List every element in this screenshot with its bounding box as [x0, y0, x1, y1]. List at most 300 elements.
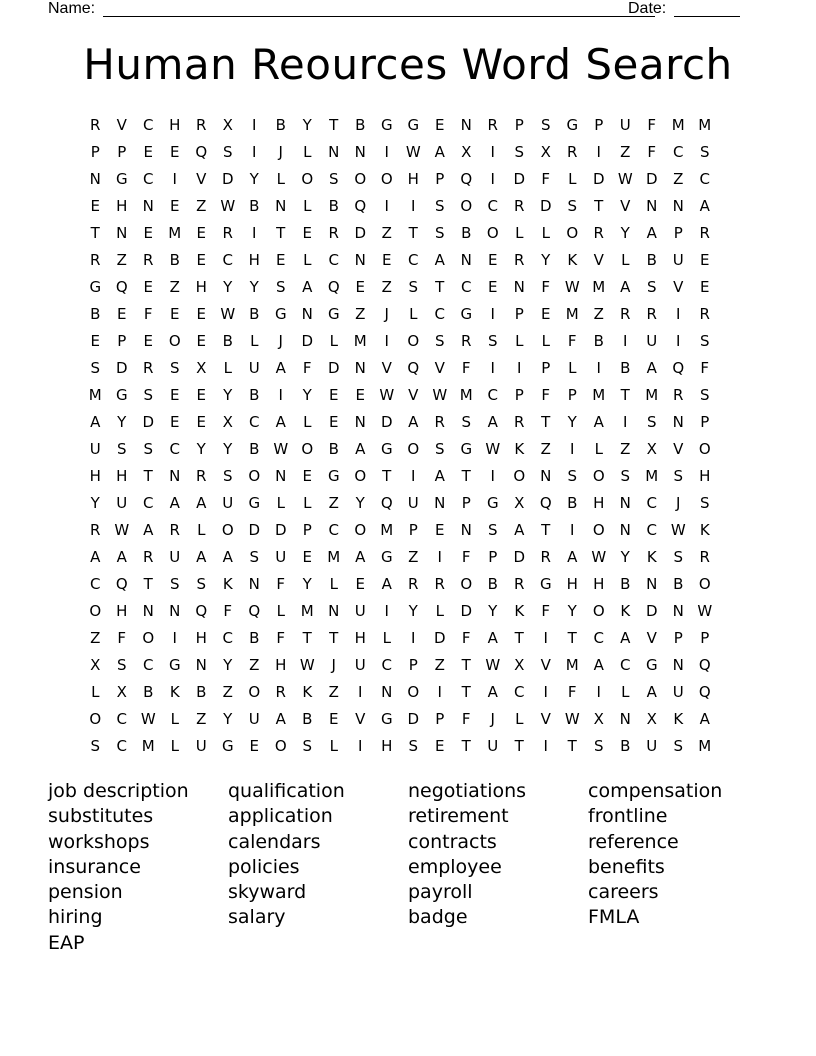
- grid-cell[interactable]: C: [646, 520, 657, 539]
- grid-cell[interactable]: P: [514, 385, 524, 404]
- grid-cell[interactable]: L: [594, 439, 603, 458]
- grid-cell[interactable]: S: [408, 277, 419, 296]
- grid-cell[interactable]: O: [698, 574, 711, 593]
- grid-cell[interactable]: R: [328, 223, 339, 242]
- grid-cell[interactable]: E: [435, 736, 445, 755]
- grid-cell[interactable]: E: [329, 385, 339, 404]
- grid-cell[interactable]: S: [620, 466, 631, 485]
- grid-cell[interactable]: U: [275, 547, 287, 566]
- grid-cell[interactable]: Y: [249, 277, 259, 296]
- grid-cell[interactable]: J: [384, 304, 389, 323]
- grid-cell[interactable]: S: [116, 439, 127, 458]
- grid-cell[interactable]: T: [514, 628, 524, 647]
- grid-cell[interactable]: K: [620, 601, 631, 620]
- grid-cell[interactable]: D: [513, 547, 526, 566]
- grid-cell[interactable]: B: [249, 385, 260, 404]
- grid-cell[interactable]: A: [699, 709, 710, 728]
- grid-cell[interactable]: N: [354, 412, 366, 431]
- grid-cell[interactable]: J: [490, 709, 495, 728]
- grid-cell[interactable]: N: [434, 493, 446, 512]
- grid-cell[interactable]: R: [143, 250, 154, 269]
- grid-cell[interactable]: A: [90, 412, 101, 431]
- grid-cell[interactable]: B: [567, 493, 578, 512]
- grid-cell[interactable]: I: [172, 628, 177, 647]
- grid-cell[interactable]: I: [358, 736, 363, 755]
- grid-cell[interactable]: X: [646, 439, 657, 458]
- grid-cell[interactable]: Z: [222, 682, 233, 701]
- grid-cell[interactable]: I: [596, 358, 601, 377]
- grid-cell[interactable]: F: [223, 601, 233, 620]
- grid-cell[interactable]: D: [274, 520, 287, 539]
- grid-cell[interactable]: B: [673, 574, 684, 593]
- grid-cell[interactable]: N: [460, 115, 472, 134]
- grid-cell[interactable]: A: [116, 547, 127, 566]
- grid-cell[interactable]: O: [513, 466, 526, 485]
- grid-cell[interactable]: B: [275, 115, 286, 134]
- grid-cell[interactable]: N: [460, 250, 472, 269]
- grid-cell[interactable]: D: [645, 169, 658, 188]
- grid-cell[interactable]: L: [250, 331, 259, 350]
- grid-cell[interactable]: E: [302, 223, 312, 242]
- grid-cell[interactable]: E: [276, 250, 286, 269]
- grid-cell[interactable]: I: [411, 628, 416, 647]
- grid-cell[interactable]: P: [90, 142, 100, 161]
- grid-cell[interactable]: H: [381, 736, 393, 755]
- grid-cell[interactable]: S: [434, 196, 445, 215]
- grid-cell[interactable]: V: [355, 709, 366, 728]
- grid-cell[interactable]: S: [169, 358, 180, 377]
- grid-cell[interactable]: E: [700, 277, 710, 296]
- grid-cell[interactable]: S: [673, 736, 684, 755]
- grid-cell[interactable]: I: [172, 169, 177, 188]
- grid-cell[interactable]: O: [592, 601, 605, 620]
- grid-cell[interactable]: Y: [249, 169, 259, 188]
- grid-cell[interactable]: F: [567, 331, 577, 350]
- grid-cell[interactable]: N: [275, 196, 287, 215]
- grid-cell[interactable]: P: [117, 331, 127, 350]
- grid-cell[interactable]: M: [168, 223, 182, 242]
- grid-cell[interactable]: G: [566, 115, 579, 134]
- grid-cell[interactable]: S: [249, 547, 260, 566]
- grid-cell[interactable]: W: [564, 277, 580, 296]
- grid-cell[interactable]: Y: [302, 574, 312, 593]
- grid-cell[interactable]: O: [407, 682, 420, 701]
- grid-cell[interactable]: S: [646, 412, 657, 431]
- grid-cell[interactable]: I: [437, 547, 442, 566]
- grid-cell[interactable]: A: [434, 466, 445, 485]
- grid-cell[interactable]: X: [116, 682, 127, 701]
- grid-cell[interactable]: E: [143, 331, 153, 350]
- grid-cell[interactable]: R: [90, 115, 101, 134]
- grid-cell[interactable]: B: [249, 628, 260, 647]
- grid-cell[interactable]: R: [143, 547, 154, 566]
- grid-cell[interactable]: Z: [169, 277, 180, 296]
- name-blank-line[interactable]: [103, 16, 655, 17]
- grid-cell[interactable]: Q: [115, 574, 128, 593]
- grid-cell[interactable]: R: [90, 250, 101, 269]
- grid-cell[interactable]: R: [593, 223, 604, 242]
- grid-cell[interactable]: I: [676, 304, 681, 323]
- grid-cell[interactable]: R: [540, 547, 551, 566]
- grid-cell[interactable]: X: [514, 493, 525, 512]
- grid-cell[interactable]: O: [460, 196, 473, 215]
- grid-cell[interactable]: K: [169, 682, 180, 701]
- grid-cell[interactable]: C: [116, 709, 127, 728]
- grid-cell[interactable]: C: [646, 493, 657, 512]
- grid-cell[interactable]: R: [514, 574, 525, 593]
- grid-cell[interactable]: W: [432, 385, 448, 404]
- grid-cell[interactable]: Q: [407, 358, 420, 377]
- grid-cell[interactable]: R: [699, 304, 710, 323]
- grid-cell[interactable]: F: [567, 682, 577, 701]
- grid-cell[interactable]: I: [623, 331, 628, 350]
- grid-cell[interactable]: N: [381, 682, 393, 701]
- grid-cell[interactable]: G: [380, 439, 393, 458]
- grid-cell[interactable]: K: [673, 709, 684, 728]
- grid-cell[interactable]: L: [621, 250, 630, 269]
- grid-cell[interactable]: F: [461, 358, 471, 377]
- grid-cell[interactable]: V: [646, 628, 657, 647]
- grid-cell[interactable]: X: [514, 655, 525, 674]
- grid-cell[interactable]: C: [143, 493, 154, 512]
- grid-cell[interactable]: D: [142, 412, 155, 431]
- grid-cell[interactable]: Q: [195, 142, 208, 161]
- grid-cell[interactable]: M: [459, 385, 473, 404]
- grid-cell[interactable]: V: [540, 655, 551, 674]
- grid-cell[interactable]: Q: [672, 358, 685, 377]
- grid-cell[interactable]: L: [329, 574, 338, 593]
- grid-cell[interactable]: I: [596, 682, 601, 701]
- grid-cell[interactable]: P: [567, 385, 577, 404]
- grid-cell[interactable]: C: [408, 250, 419, 269]
- grid-cell[interactable]: A: [487, 412, 498, 431]
- date-blank-line[interactable]: [674, 16, 740, 17]
- grid-cell[interactable]: Q: [248, 601, 261, 620]
- grid-cell[interactable]: Z: [381, 277, 392, 296]
- grid-cell[interactable]: W: [140, 709, 156, 728]
- grid-cell[interactable]: N: [672, 412, 684, 431]
- grid-cell[interactable]: S: [699, 142, 710, 161]
- grid-cell[interactable]: S: [275, 277, 286, 296]
- grid-cell[interactable]: B: [90, 304, 101, 323]
- grid-cell[interactable]: I: [570, 439, 575, 458]
- grid-cell[interactable]: G: [645, 655, 658, 674]
- grid-cell[interactable]: E: [302, 547, 312, 566]
- grid-cell[interactable]: A: [487, 682, 498, 701]
- grid-cell[interactable]: P: [488, 547, 498, 566]
- grid-cell[interactable]: C: [514, 682, 525, 701]
- grid-cell[interactable]: N: [195, 655, 207, 674]
- grid-cell[interactable]: R: [514, 250, 525, 269]
- grid-cell[interactable]: H: [116, 466, 128, 485]
- grid-cell[interactable]: N: [301, 304, 313, 323]
- grid-cell[interactable]: R: [434, 412, 445, 431]
- grid-cell[interactable]: T: [620, 385, 630, 404]
- grid-cell[interactable]: O: [407, 439, 420, 458]
- grid-cell[interactable]: B: [620, 574, 631, 593]
- grid-cell[interactable]: E: [488, 250, 498, 269]
- grid-cell[interactable]: S: [593, 736, 604, 755]
- grid-cell[interactable]: O: [168, 331, 181, 350]
- grid-cell[interactable]: A: [646, 223, 657, 242]
- grid-cell[interactable]: Y: [541, 250, 551, 269]
- grid-cell[interactable]: L: [435, 601, 444, 620]
- grid-cell[interactable]: Y: [620, 547, 630, 566]
- grid-cell[interactable]: D: [380, 412, 393, 431]
- grid-cell[interactable]: G: [380, 115, 393, 134]
- grid-cell[interactable]: L: [303, 142, 312, 161]
- grid-cell[interactable]: N: [248, 574, 260, 593]
- grid-cell[interactable]: M: [698, 115, 712, 134]
- grid-cell[interactable]: S: [434, 223, 445, 242]
- grid-cell[interactable]: U: [195, 736, 207, 755]
- grid-cell[interactable]: C: [328, 520, 339, 539]
- grid-cell[interactable]: H: [593, 574, 605, 593]
- grid-cell[interactable]: X: [461, 142, 472, 161]
- grid-cell[interactable]: B: [487, 574, 498, 593]
- grid-cell[interactable]: D: [407, 709, 420, 728]
- grid-cell[interactable]: R: [620, 304, 631, 323]
- grid-cell[interactable]: D: [115, 358, 128, 377]
- grid-cell[interactable]: Z: [249, 655, 260, 674]
- grid-cell[interactable]: L: [276, 493, 285, 512]
- grid-cell[interactable]: P: [408, 520, 418, 539]
- grid-cell[interactable]: H: [593, 493, 605, 512]
- grid-cell[interactable]: J: [278, 331, 283, 350]
- grid-cell[interactable]: E: [382, 250, 392, 269]
- grid-cell[interactable]: B: [355, 115, 366, 134]
- grid-cell[interactable]: U: [619, 115, 631, 134]
- grid-cell[interactable]: A: [699, 196, 710, 215]
- grid-cell[interactable]: E: [170, 385, 180, 404]
- grid-cell[interactable]: E: [435, 115, 445, 134]
- grid-cell[interactable]: K: [222, 574, 233, 593]
- grid-cell[interactable]: O: [592, 466, 605, 485]
- grid-cell[interactable]: Y: [620, 223, 630, 242]
- grid-cell[interactable]: F: [647, 115, 657, 134]
- grid-cell[interactable]: W: [617, 169, 633, 188]
- grid-cell[interactable]: Q: [115, 277, 128, 296]
- grid-cell[interactable]: K: [514, 439, 525, 458]
- grid-cell[interactable]: I: [252, 115, 257, 134]
- grid-cell[interactable]: S: [408, 736, 419, 755]
- grid-cell[interactable]: B: [302, 709, 313, 728]
- grid-cell[interactable]: S: [673, 466, 684, 485]
- grid-cell[interactable]: R: [90, 520, 101, 539]
- grid-cell[interactable]: Y: [223, 385, 233, 404]
- grid-cell[interactable]: E: [196, 412, 206, 431]
- grid-cell[interactable]: L: [170, 709, 179, 728]
- grid-cell[interactable]: U: [248, 358, 260, 377]
- grid-cell[interactable]: L: [303, 493, 312, 512]
- grid-cell[interactable]: F: [117, 628, 127, 647]
- grid-cell[interactable]: T: [567, 736, 577, 755]
- grid-cell[interactable]: O: [301, 439, 314, 458]
- grid-cell[interactable]: T: [408, 223, 418, 242]
- grid-cell[interactable]: A: [169, 493, 180, 512]
- grid-cell[interactable]: S: [699, 493, 710, 512]
- grid-cell[interactable]: C: [487, 196, 498, 215]
- grid-cell[interactable]: W: [670, 520, 686, 539]
- grid-cell[interactable]: N: [672, 655, 684, 674]
- grid-cell[interactable]: N: [646, 574, 658, 593]
- grid-cell[interactable]: Z: [328, 493, 339, 512]
- grid-cell[interactable]: M: [380, 520, 394, 539]
- grid-cell[interactable]: U: [487, 736, 499, 755]
- grid-cell[interactable]: M: [300, 601, 314, 620]
- grid-cell[interactable]: G: [407, 115, 420, 134]
- grid-cell[interactable]: L: [329, 736, 338, 755]
- grid-cell[interactable]: Z: [673, 169, 684, 188]
- grid-cell[interactable]: A: [593, 412, 604, 431]
- grid-cell[interactable]: X: [222, 115, 233, 134]
- grid-cell[interactable]: U: [672, 250, 684, 269]
- grid-cell[interactable]: M: [592, 385, 606, 404]
- grid-cell[interactable]: C: [699, 169, 710, 188]
- grid-cell[interactable]: W: [591, 547, 607, 566]
- grid-cell[interactable]: D: [539, 196, 552, 215]
- grid-cell[interactable]: B: [593, 331, 604, 350]
- grid-cell[interactable]: R: [169, 520, 180, 539]
- grid-cell[interactable]: E: [700, 250, 710, 269]
- grid-cell[interactable]: M: [88, 385, 102, 404]
- grid-cell[interactable]: H: [354, 628, 366, 647]
- grid-cell[interactable]: I: [437, 682, 442, 701]
- grid-cell[interactable]: Q: [195, 601, 208, 620]
- grid-cell[interactable]: E: [196, 250, 206, 269]
- grid-cell[interactable]: A: [620, 628, 631, 647]
- grid-cell[interactable]: A: [434, 250, 445, 269]
- grid-cell[interactable]: Y: [223, 277, 233, 296]
- grid-cell[interactable]: Q: [380, 493, 393, 512]
- grid-cell[interactable]: X: [593, 709, 604, 728]
- grid-cell[interactable]: R: [673, 385, 684, 404]
- grid-cell[interactable]: I: [384, 331, 389, 350]
- grid-cell[interactable]: U: [169, 547, 181, 566]
- grid-cell[interactable]: S: [699, 331, 710, 350]
- grid-cell[interactable]: S: [434, 331, 445, 350]
- grid-cell[interactable]: C: [381, 655, 392, 674]
- grid-cell[interactable]: P: [700, 628, 710, 647]
- grid-cell[interactable]: B: [143, 682, 154, 701]
- grid-cell[interactable]: O: [380, 169, 393, 188]
- grid-cell[interactable]: S: [699, 385, 710, 404]
- grid-cell[interactable]: F: [302, 358, 312, 377]
- grid-cell[interactable]: S: [646, 277, 657, 296]
- grid-cell[interactable]: Y: [223, 655, 233, 674]
- grid-cell[interactable]: Z: [620, 142, 631, 161]
- grid-cell[interactable]: P: [435, 709, 445, 728]
- grid-cell[interactable]: B: [646, 250, 657, 269]
- grid-cell[interactable]: T: [276, 223, 286, 242]
- grid-cell[interactable]: D: [645, 601, 658, 620]
- grid-cell[interactable]: L: [621, 682, 630, 701]
- grid-cell[interactable]: F: [276, 628, 286, 647]
- grid-cell[interactable]: Q: [354, 196, 367, 215]
- grid-cell[interactable]: N: [354, 358, 366, 377]
- grid-cell[interactable]: C: [328, 250, 339, 269]
- grid-cell[interactable]: E: [90, 196, 100, 215]
- grid-cell[interactable]: U: [407, 493, 419, 512]
- grid-cell[interactable]: C: [434, 304, 445, 323]
- grid-cell[interactable]: A: [355, 439, 366, 458]
- grid-cell[interactable]: C: [249, 412, 260, 431]
- grid-cell[interactable]: O: [142, 628, 155, 647]
- grid-cell[interactable]: O: [301, 169, 314, 188]
- grid-cell[interactable]: N: [142, 196, 154, 215]
- grid-cell[interactable]: E: [196, 223, 206, 242]
- grid-cell[interactable]: E: [170, 142, 180, 161]
- grid-cell[interactable]: I: [676, 331, 681, 350]
- grid-cell[interactable]: I: [278, 385, 283, 404]
- grid-cell[interactable]: U: [646, 331, 658, 350]
- grid-cell[interactable]: A: [143, 520, 154, 539]
- grid-cell[interactable]: U: [672, 682, 684, 701]
- grid-cell[interactable]: E: [143, 277, 153, 296]
- grid-cell[interactable]: E: [143, 142, 153, 161]
- grid-cell[interactable]: G: [89, 277, 102, 296]
- grid-cell[interactable]: V: [381, 358, 392, 377]
- grid-cell[interactable]: E: [170, 304, 180, 323]
- grid-cell[interactable]: O: [274, 736, 287, 755]
- grid-cell[interactable]: P: [514, 304, 524, 323]
- grid-cell[interactable]: I: [543, 628, 548, 647]
- grid-cell[interactable]: R: [514, 196, 525, 215]
- grid-cell[interactable]: Y: [567, 601, 577, 620]
- grid-cell[interactable]: O: [89, 709, 102, 728]
- grid-cell[interactable]: A: [355, 547, 366, 566]
- grid-cell[interactable]: R: [461, 331, 472, 350]
- grid-cell[interactable]: L: [276, 601, 285, 620]
- grid-cell[interactable]: S: [302, 736, 313, 755]
- grid-cell[interactable]: K: [699, 520, 710, 539]
- grid-cell[interactable]: N: [619, 493, 631, 512]
- grid-cell[interactable]: T: [435, 277, 445, 296]
- grid-cell[interactable]: E: [302, 466, 312, 485]
- grid-cell[interactable]: E: [329, 412, 339, 431]
- grid-cell[interactable]: S: [90, 358, 101, 377]
- grid-cell[interactable]: W: [697, 601, 713, 620]
- grid-cell[interactable]: M: [592, 277, 606, 296]
- grid-cell[interactable]: O: [89, 601, 102, 620]
- grid-cell[interactable]: W: [114, 520, 130, 539]
- grid-cell[interactable]: I: [517, 358, 522, 377]
- grid-cell[interactable]: H: [699, 466, 711, 485]
- grid-cell[interactable]: A: [381, 574, 392, 593]
- grid-cell[interactable]: Y: [408, 601, 418, 620]
- grid-cell[interactable]: U: [89, 439, 101, 458]
- grid-cell[interactable]: R: [275, 682, 286, 701]
- grid-cell[interactable]: D: [221, 169, 234, 188]
- grid-cell[interactable]: I: [490, 358, 495, 377]
- grid-cell[interactable]: E: [143, 223, 153, 242]
- grid-cell[interactable]: E: [196, 304, 206, 323]
- grid-cell[interactable]: D: [592, 169, 605, 188]
- grid-cell[interactable]: S: [222, 142, 233, 161]
- grid-cell[interactable]: Y: [488, 601, 498, 620]
- grid-cell[interactable]: R: [514, 412, 525, 431]
- grid-cell[interactable]: H: [275, 655, 287, 674]
- grid-cell[interactable]: E: [329, 709, 339, 728]
- grid-cell[interactable]: Y: [90, 493, 100, 512]
- grid-cell[interactable]: A: [275, 412, 286, 431]
- grid-cell[interactable]: M: [671, 115, 685, 134]
- grid-cell[interactable]: T: [461, 466, 471, 485]
- grid-cell[interactable]: G: [327, 304, 340, 323]
- grid-cell[interactable]: M: [565, 304, 579, 323]
- grid-cell[interactable]: T: [143, 574, 153, 593]
- grid-cell[interactable]: M: [645, 466, 659, 485]
